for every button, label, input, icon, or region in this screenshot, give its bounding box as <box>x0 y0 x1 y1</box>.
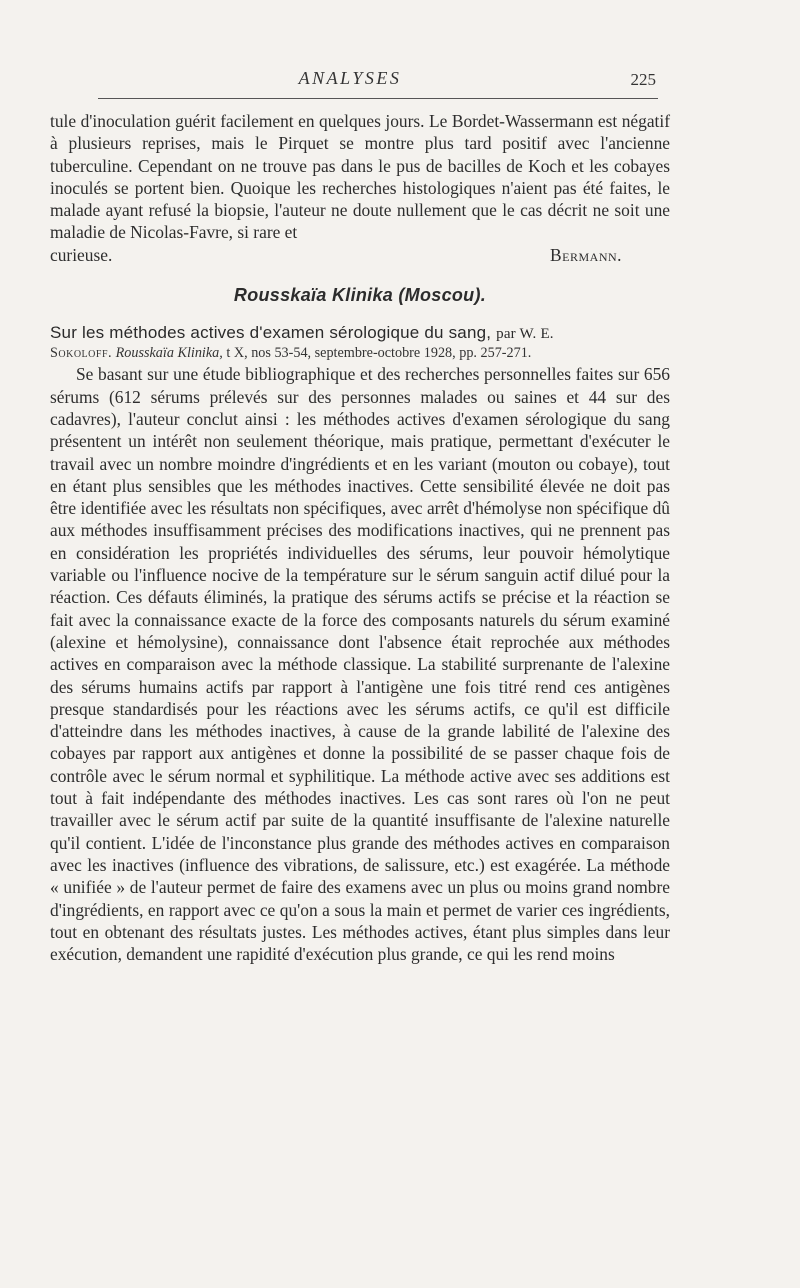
journal-section-heading: Rousskaïa Klinika (Moscou). <box>233 285 487 306</box>
page-number: 225 <box>630 70 656 89</box>
article-by: par W. E. <box>496 326 554 343</box>
running-title: ANALYSES <box>298 68 402 88</box>
article-body: Se basant sur une étude bibliographique et des recherches personnelles faites sur 656 sérums (612 sérums prélevés sur des personnes malades ou saines et 44 sur des cadavres), l'auteur conclut ainsi : les méthodes actives d'examen sérologique du sang présentent un intérêt non seulement théorique, mais pratique, permettant d'exécuter le travail avec un nombre moindre d'ingrédients et en les variant (mouton ou cobaye), tout en étant plus sensibles que les méthodes inactives. Cette sensibilité élevée ne doit pas être identifiée avec les résultats non spécifiques, avec arrêt d'hémolyse non spécifique dû aux méthodes insuffisamment précises des modifications inactives, qui ne prennent pas en considération les propriétés individuelles des sérums, leur pouvoir hémolytique variable ou l'influence nocive de la température sur le sérum sanguin actif dilué pour la réaction. Ces défauts éliminés, la pratique des sérums actifs se précise et la réaction se fait avec la connaissance exacte de la force des composants naturels du sérum examiné (alexine et hémolysine), connaissance dont l'absence était reprochée aux méthodes actives en comparaison avec la méthode classique. La stabilité surprenante de l'alexine des sérums humains actifs par rapport à l'antigène une fois titré rend ces antigènes presque standardisés pour les réactions avec les sérums actifs, ce qu'il est difficile d'atteindre dans les méthodes inactives, à cause de la grande labilité de l'alexine des cobayes par rapport aux antigènes et donne la possibilité de se passer chaque fois de contrôle avec le sérum normal et syphilitique. La méthode active avec ses additions est tout à fait indépendante des méthodes inactives. Les cas sont rares où l'on ne peut travailler avec le sérum actif par suite de la quantité insuffisante de l'alexine naturelle qu'il contient. L'idée de l'inconstance plus grande des méthodes actives en comparaison avec les inactives (influence des vibrations, de salissure, etc.) est exagérée. La méthode « unifiée » de l'auteur permet de faire des examens avec un plus ou moins grand nombre d'ingrédients, en rapport avec ce qu'on a sous la main et permet de varier ces ingrédients, tout en obtenant des résultats justes. Les méthodes actives, étant plus simples dans leur exécution, demandent une rapidité d'exécution plus grande, ce qui les rend moins <box>50 364 670 965</box>
article-author: Sokoloff. <box>50 345 113 362</box>
header-rule <box>98 98 658 99</box>
previous-article-end <box>50 244 670 266</box>
article-title-line <box>50 323 670 344</box>
page-body <box>50 110 670 965</box>
running-head <box>0 68 800 92</box>
article-reference <box>50 344 670 363</box>
reviewer-signature: Bermann. <box>550 244 622 265</box>
article-journal: Rousskaïa Klinika, <box>115 345 223 362</box>
article-ref-details: t X, nos 53-54, septembre-octobre 1928, pp. 257-271. <box>226 345 532 362</box>
article-title: Sur les méthodes actives d'examen sérologique du sang, <box>50 323 492 343</box>
previous-article-text: tule d'inoculation guérit facilement en quelques jours. Le Bordet-Wassermann est négatif à plusieurs reprises, mais le Pirquet se montre plus tard positif avec l'ancienne tuberculine. Cependant on ne trouve pas dans le pus de bacilles de Koch et les cobayes inoculés se portent bien. Quoique les recherches histologiques n'aient pas été faites, le malade ayant refusé la biopsie, l'auteur ne doute nullement que le cas décrit ne soit une maladie de Nicolas-Favre, si rare et <box>50 111 670 243</box>
previous-article-last-line: curieuse. <box>50 244 113 265</box>
